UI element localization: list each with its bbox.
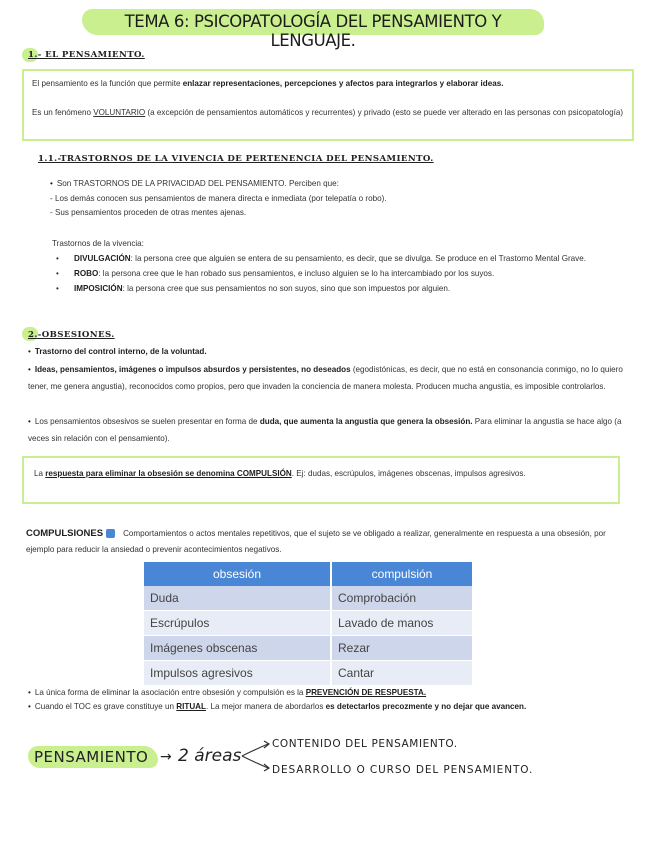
areas-label: 2 áreas [178, 746, 242, 766]
note-2 [28, 700, 628, 713]
note-2-text-a: Cuando el TOC es grave constituye un [34, 702, 177, 711]
page-title: TEMA 6: PSICOPATOLOGÍA DEL PENSAMIENTO Y LENGUAJE. [124, 12, 502, 50]
table-row [144, 611, 473, 636]
obsession-p3-bold: duda, que aumenta la angustia que genera la obsesión. [259, 417, 473, 426]
compulsion-box [22, 456, 620, 504]
obsession-p2-text: (egodistónicas, es decir, que no está en consonancia conmigo, no lo quiero tener, me genera angustia), reconocidos como propios, pero que invaden la conciencia de manera molesta. Producen mucha angustia, es imposible controlarlos. [28, 365, 623, 391]
compulsion-box-text-c: . Ej: dudas, escrúpulos, imágenes obscenas, impulsos agresivos. [291, 469, 526, 478]
compulsiones-paragraph [26, 526, 630, 558]
obsession-p3-text-c: Para eliminar la angustia se hace algo (a veces sin relación con el pensamiento). [28, 417, 622, 443]
privacy-text-c: . Perciben que: [284, 179, 339, 188]
compulsiones-text: Comportamientos o actos mentales repetitivos, que el sujeto se ve obligado a realizar, generalmente en respuesta a una obsesión, por ejemplo para reducir la ansiedad o prevenir acontecimientos negativos. [26, 529, 606, 554]
vivencia-subheading: Trastornos de la vivencia: [52, 239, 144, 248]
note-1 [28, 685, 628, 700]
branch-1-text: CONTENIDO DEL PENSAMIENTO. [272, 738, 458, 750]
note-1-text: La única forma de eliminar la asociación entre obsesión y compulsión es la [34, 688, 306, 697]
section-1-1-heading: 1.1.-TRASTORNOS DE LA VIVENCIA DE PERTENENCIA DEL PENSAMIENTO. [38, 154, 434, 164]
obsession-p1 [28, 344, 628, 359]
table-cell: Escrúpulos [144, 611, 331, 636]
table-header-obsesion: obsesión [144, 562, 331, 586]
table-row [144, 636, 473, 661]
definition-bold: enlazar representaciones, percepciones y afectos para integrarlos y elaborar ideas. [182, 79, 504, 88]
privacy-disorders-line [50, 176, 630, 191]
robo-text: : la persona cree que le han robado sus pensamientos, e incluso alguien se lo ha intercambiado por los suyos. [98, 269, 495, 278]
table-cell: Imágenes obscenas [144, 636, 331, 661]
dash-line-1: - Los demás conocen sus pensamientos de manera directa e inmediata (por telepatía o robo). [50, 194, 387, 203]
list-item: • IMPOSICIÓN: la persona cree que sus pensamientos no son suyos, sino que son impuestos por alguien. [56, 284, 451, 293]
dash-line-2: - Sus pensamientos proceden de otras mentes ajenas. [50, 208, 247, 217]
table-row [144, 586, 473, 611]
obsession-p3 [28, 413, 628, 447]
table-cell: Lavado de manos [331, 611, 473, 636]
obsession-p2 [28, 361, 628, 395]
voluntary-text-a: Es un fenómeno [32, 108, 94, 117]
obsession-p1-text: Trastorno del control interno, de la voluntad. [34, 347, 207, 356]
definition-box [22, 69, 634, 141]
divulgacion-term: DIVULGACIÓN [74, 254, 131, 263]
table-cell: Duda [144, 586, 331, 611]
section-2-heading: 2.-OBSESIONES. [28, 330, 115, 340]
note-2-keyword: RITUAL [176, 702, 206, 711]
divulgacion-text: : la persona cree que alguien se entera de su pensamiento, es decir, que se divulga. Se produce en el Trastorno Mental Grave. [130, 254, 586, 263]
table-cell: Rezar [331, 636, 473, 661]
branch-arrows-icon [240, 738, 272, 774]
definition-text: El pensamiento es la función que permite [32, 79, 183, 88]
arrow-icon [106, 529, 115, 538]
obsession-p3-text-a: Los pensamientos obsesivos se suelen presentar en forma de [34, 417, 260, 426]
privacy-keyword: TRASTORNOS DE LA PRIVACIDAD DEL PENSAMIENTO [73, 179, 285, 188]
imposicion-term: IMPOSICIÓN [74, 284, 123, 293]
vivencia-list [56, 251, 630, 296]
robo-term: ROBO [74, 269, 99, 278]
compulsion-box-keyword: respuesta para eliminar la obsesión se denomina COMPULSIÓN [45, 469, 292, 478]
note-1-keyword: PREVENCIÓN DE RESPUESTA. [305, 688, 427, 697]
obsession-p2-bold: Ideas, pensamientos, imágenes o impulsos absurdos y persistentes, no deseados [34, 365, 351, 374]
table-row [144, 661, 473, 686]
table-cell: Cantar [331, 661, 473, 686]
voluntary-text-c: (a excepción de pensamientos automáticos y recurrentes) y privado (esto se puede ver alterado en las personas con psicopatología) [145, 108, 624, 117]
pensamiento-word: PENSAMIENTO [34, 748, 149, 766]
compulsion-box-text-a: La [34, 469, 46, 478]
note-2-bold: es detectarlos precozmente y no dejar que avancen. [325, 702, 527, 711]
branch-2-text: DESARROLLO O CURSO DEL PENSAMIENTO. [272, 764, 534, 776]
arrow-right-icon: → [160, 749, 172, 765]
note-2-text-c: . La mejor manera de abordarlos [205, 702, 326, 711]
list-item: • ROBO: la persona cree que le han robado sus pensamientos, e incluso alguien se lo ha intercambiado por los suyos. [56, 269, 495, 278]
compulsiones-label: COMPULSIONES [26, 528, 104, 539]
definition-paragraph [32, 76, 628, 91]
privacy-text-a: Son [56, 179, 74, 188]
imposicion-text: : la persona cree que sus pensamientos no son suyos, sino que son impuestos por alguien. [122, 284, 451, 293]
list-item: • DIVULGACIÓN: la persona cree que alguien se entera de su pensamiento, es decir, que se divulga. Se produce en el Trastorno Mental Grave. [56, 254, 586, 263]
table-header-row [144, 562, 473, 586]
section-1-heading: 1.- EL PENSAMIENTO. [28, 50, 145, 60]
voluntary-paragraph [32, 105, 628, 120]
compulsion-box-text [34, 465, 612, 482]
table-cell: Comprobación [331, 586, 473, 611]
table-cell: Impulsos agresivos [144, 661, 331, 686]
table-header-compulsion: compulsión [331, 562, 473, 586]
voluntary-keyword: VOLUNTARIO [93, 108, 146, 117]
obsession-compulsion-table [144, 562, 474, 686]
